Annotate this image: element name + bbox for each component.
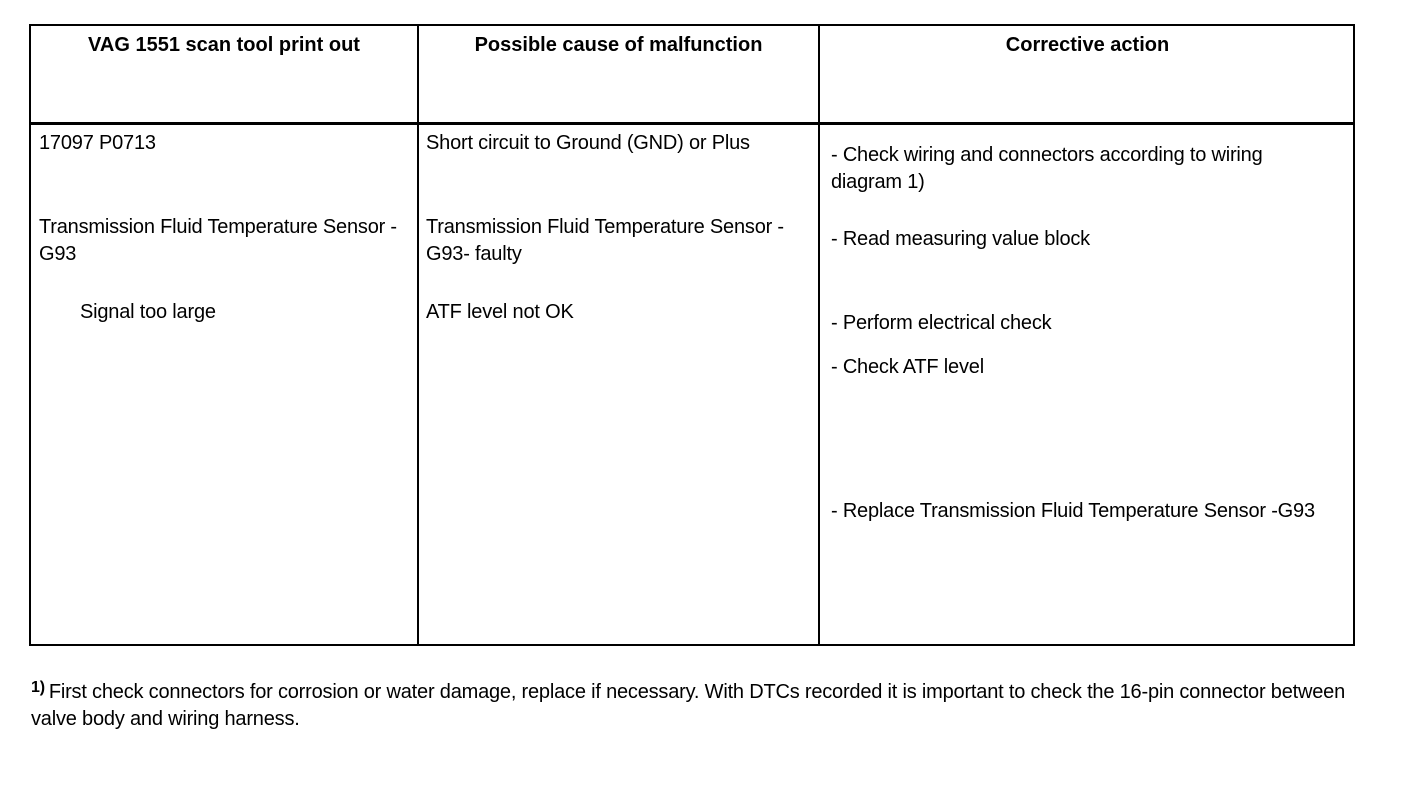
cause-short-circuit: Short circuit to Ground (GND) or Plus [426, 132, 750, 154]
cause-atf-level: ATF level not OK [426, 301, 574, 323]
cause-sensor-faulty: Transmission Fluid Temperature Sensor -G93- faulty [426, 216, 784, 265]
header-divider [31, 122, 1353, 125]
action-check-atf-level: - Check ATF level [831, 356, 984, 378]
column-divider-2 [818, 26, 820, 644]
header-possible-cause: Possible cause of malfunction [474, 34, 763, 56]
action-replace-sensor: - Replace Transmission Fluid Temperature Sensor -G93 [831, 500, 1315, 522]
fault-component: Transmission Fluid Temperature Sensor -G93 [39, 216, 397, 265]
footnote-marker: 1) [31, 679, 45, 696]
action-check-wiring: - Check wiring and connectors according to wiring diagram 1) [831, 144, 1263, 193]
header-corrective-action: Corrective action [1005, 34, 1170, 56]
column-divider-1 [417, 26, 419, 644]
fault-signal: Signal too large [80, 301, 216, 323]
fault-code: 17097 P0713 [39, 132, 156, 154]
action-read-measuring-block: - Read measuring value block [831, 228, 1090, 250]
action-electrical-check: - Perform electrical check [831, 312, 1052, 334]
header-scan-tool: VAG 1551 scan tool print out [88, 34, 360, 56]
footnote-text: First check connectors for corrosion or water damage, replace if necessary. With DTCs recorded it is important to check the 16-pin connector between valve body and wiring harness. [31, 681, 1345, 730]
footnote [31, 674, 1371, 733]
dtc-table [29, 24, 1355, 646]
